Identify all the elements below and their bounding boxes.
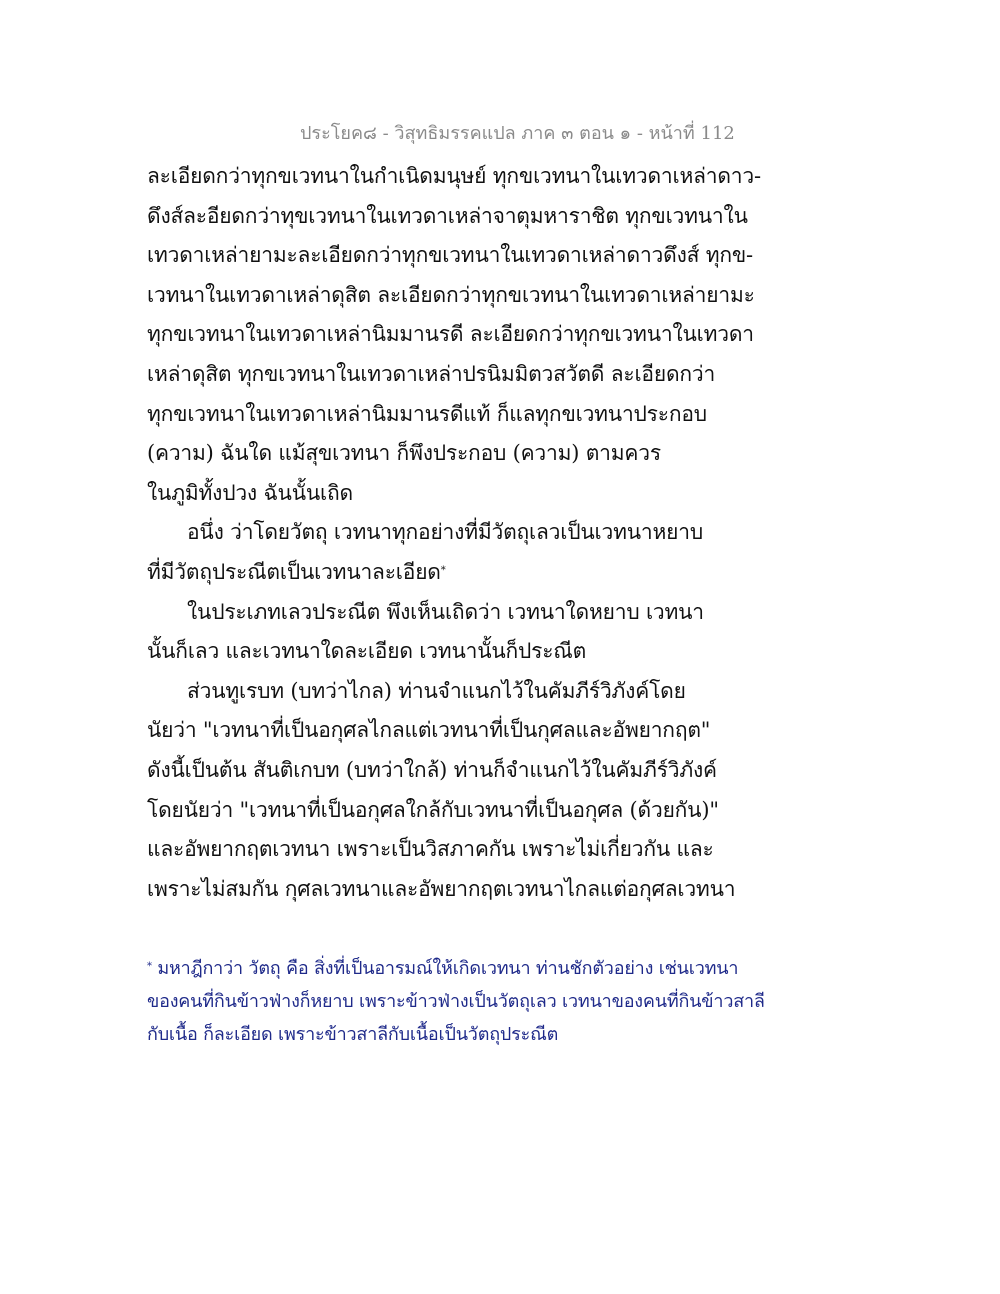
body-line: (ความ) ฉันใด แม้สุขเวทนา ก็พึงประกอบ (ความ) ตามควร	[147, 441, 661, 466]
body-line-with-footnote	[147, 553, 747, 593]
footnote-line-first	[147, 952, 767, 985]
page-header: ประโยค๘ - วิสุทธิมรรคแปล ภาค ๓ ตอน ๑ - หน้าที่ 112	[300, 123, 735, 144]
body-line: นัยว่า "เวทนาที่เป็นอกุศลไกลแต่เวทนาที่เป็นกุศลและอัพยากฤต"	[147, 718, 711, 743]
body-line-text: ที่มีวัตถุประณีตเป็นเวทนาละเอียด	[147, 559, 441, 584]
body-line: เวทนาในเทวดาเหล่าดุสิต ละเอียดกว่าทุกขเวทนาในเทวดาเหล่ายามะ	[147, 282, 755, 307]
body-line: โดยนัยว่า "เวทนาที่เป็นอกุศลใกล้กับเวทนาที่เป็นอกุศล (ด้วยกัน)"	[147, 797, 719, 822]
body-text	[147, 157, 761, 909]
footnote-reference-mark: *	[440, 564, 446, 576]
footnote	[147, 952, 767, 1051]
body-line: เพราะไม่สมกัน กุศลเวทนาและอัพยากฤตเวทนาไกลแต่อกุศลเวทนา	[147, 876, 736, 901]
body-line: ในภูมิทั้งปวง ฉันนั้นเถิด	[147, 480, 353, 505]
footnote-line: ของคนที่กินข้าวฟ่างก็หยาบ เพราะข้าวฟ่างเป็นวัตถุเลว เวทนาของคนที่กินข้าวสาลี	[147, 991, 765, 1012]
body-line: ทุกขเวทนาในเทวดาเหล่านิมมานรดีแท้ ก็แลทุกขเวทนาประกอบ	[147, 401, 707, 426]
body-line: และอัพยากฤตเวทนา เพราะเป็นวิสภาคกัน เพราะไม่เกี่ยวกัน และ	[147, 837, 714, 862]
paragraph-start-line: ในประเภทเลวประณีต พึงเห็นเถิดว่า เวทนาใดหยาบ เวทนา	[187, 599, 704, 624]
body-line: เหล่าดุสิต ทุกขเวทนาในเทวดาเหล่าปรนิมมิตวสวัตดี ละเอียดกว่า	[147, 361, 716, 386]
body-line: เทวดาเหล่ายามะละเอียดกว่าทุกขเวทนาในเทวดาเหล่าดาวดึงส์ ทุกข-	[147, 243, 753, 268]
footnote-line: กับเนื้อ ก็ละเอียด เพราะข้าวสาลีกับเนื้อเป็นวัตถุประณีต	[147, 1024, 559, 1045]
footnote-mark: *	[147, 961, 152, 972]
body-line: ดึงส์ละอียดกว่าทุขเวทนาในเทวดาเหล่าจาตุมหาราชิต ทุกขเวทนาใน	[147, 203, 748, 228]
paragraph-start-line: ส่วนทูเรบท (บทว่าไกล) ท่านจำแนกไว้ในคัมภีร์วิภังค์โดย	[187, 678, 686, 703]
body-line: ละเอียดกว่าทุกขเวทนาในกำเนิดมนุษย์ ทุกขเวทนาในเทวดาเหล่าดาว-	[147, 164, 761, 188]
paragraph-start-line: อนึ่ง ว่าโดยวัตถุ เวทนาทุกอย่างที่มีวัตถุเลวเป็นเวทนาหยาบ	[187, 520, 703, 545]
body-line: นั้นก็เลว และเวทนาใดละเอียด เวทนานั้นก็ประณีต	[147, 639, 587, 664]
body-line: ดังนี้เป็นต้น สันติเกบท (บทว่าใกล้) ท่านก็จำแนกไว้ในคัมภีร์วิภังค์	[147, 757, 717, 782]
body-line: ทุกขเวทนาในเทวดาเหล่านิมมานรดี ละเอียดกว่าทุกขเวทนาในเทวดา	[147, 322, 754, 347]
footnote-text: มหาฎีกาว่า วัตถุ คือ สิ่งที่เป็นอารมณ์ให้เกิดเวทนา ท่านชักตัวอย่าง เช่นเวทนา	[157, 958, 739, 979]
